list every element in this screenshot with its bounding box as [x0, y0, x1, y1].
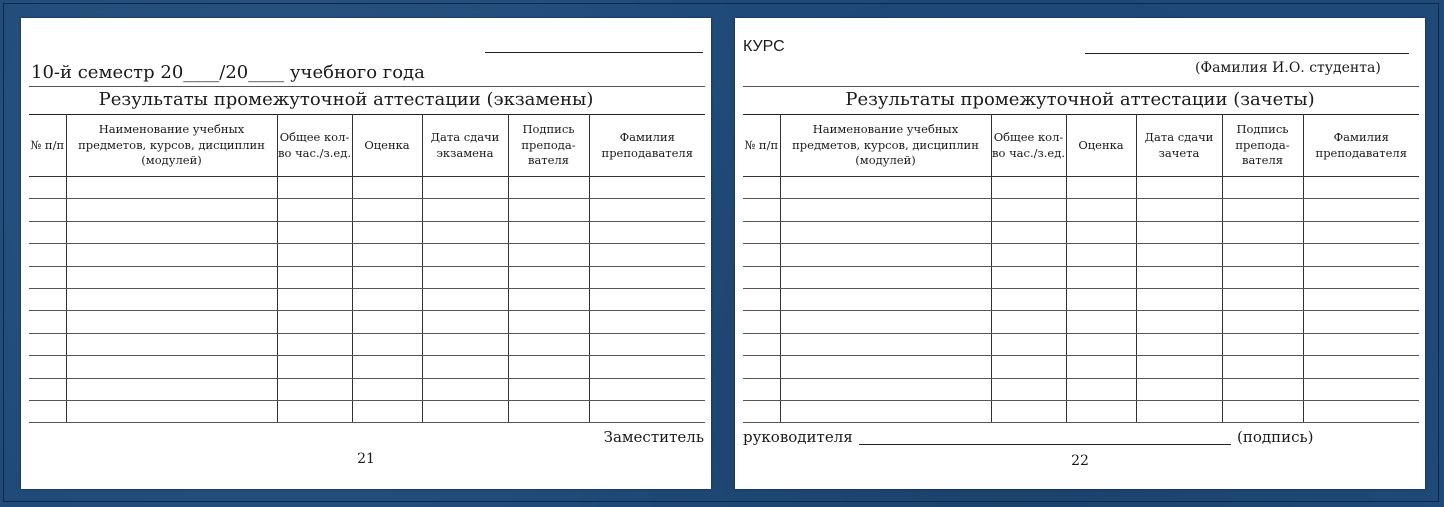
table-row [743, 311, 1419, 333]
table-row [743, 378, 1419, 400]
table-row [743, 356, 1419, 378]
table-cell[interactable] [743, 311, 780, 333]
table-cell[interactable] [1303, 221, 1419, 243]
table-cell[interactable] [422, 378, 508, 400]
table-row [29, 311, 705, 333]
table-cell[interactable] [277, 378, 352, 400]
col-hours-header: Общее кол-во час./з.ед. [991, 115, 1066, 177]
col-number-header: № п/п [29, 115, 66, 177]
table-cell[interactable] [1303, 177, 1419, 199]
table-cell[interactable] [352, 266, 422, 288]
col-subject-header: Наименование учебных предметов, курсов, дисциплин (модулей) [780, 115, 991, 177]
table-cell[interactable] [508, 288, 589, 310]
table-cell[interactable] [991, 378, 1066, 400]
table-cell[interactable] [1136, 288, 1222, 310]
table-cell[interactable] [508, 378, 589, 400]
table-cell[interactable] [422, 311, 508, 333]
table-cell[interactable] [66, 356, 277, 378]
table-row [743, 333, 1419, 355]
table-cell[interactable] [352, 244, 422, 266]
header-divider [743, 86, 1419, 87]
table-cell[interactable] [66, 378, 277, 400]
table-cell[interactable] [743, 288, 780, 310]
table-cell[interactable] [29, 311, 66, 333]
table-cell[interactable] [1303, 333, 1419, 355]
table-cell[interactable] [1136, 199, 1222, 221]
table-cell[interactable] [1222, 378, 1303, 400]
table-cell[interactable] [1222, 266, 1303, 288]
table-cell[interactable] [589, 288, 705, 310]
exam-table-body [29, 177, 705, 423]
credit-results-table [743, 114, 1419, 423]
table-cell[interactable] [66, 177, 277, 199]
table-cell[interactable] [277, 400, 352, 422]
table-row [29, 266, 705, 288]
table-cell[interactable] [991, 288, 1066, 310]
table-cell[interactable] [589, 356, 705, 378]
exam-results-table [29, 114, 705, 423]
table-cell[interactable] [589, 378, 705, 400]
table-cell[interactable] [780, 311, 991, 333]
table-cell[interactable] [991, 311, 1066, 333]
table-cell[interactable] [422, 288, 508, 310]
table-row [29, 400, 705, 422]
table-cell[interactable] [743, 199, 780, 221]
table-cell[interactable] [743, 244, 780, 266]
table-cell[interactable] [29, 356, 66, 378]
table-cell[interactable] [29, 199, 66, 221]
table-cell[interactable] [1222, 400, 1303, 422]
table-cell[interactable] [277, 266, 352, 288]
table-cell[interactable] [508, 333, 589, 355]
page-number-left: 21 [357, 451, 375, 467]
table-cell[interactable] [29, 378, 66, 400]
kurs-label: КУРС [743, 38, 785, 55]
table-cell[interactable] [1222, 311, 1303, 333]
table-cell[interactable] [1066, 221, 1136, 243]
table-cell[interactable] [277, 311, 352, 333]
table-row [743, 221, 1419, 243]
table-cell[interactable] [1222, 356, 1303, 378]
table-cell[interactable] [1066, 199, 1136, 221]
table-cell[interactable] [589, 311, 705, 333]
col-hours-header: Общее кол-во час./з.ед. [277, 115, 352, 177]
table-cell[interactable] [1066, 266, 1136, 288]
table-cell[interactable] [1066, 378, 1136, 400]
table-cell[interactable] [66, 288, 277, 310]
table-cell[interactable] [422, 199, 508, 221]
table-cell[interactable] [1136, 221, 1222, 243]
table-cell[interactable] [780, 199, 991, 221]
table-cell[interactable] [991, 221, 1066, 243]
table-row [743, 266, 1419, 288]
table-cell[interactable] [508, 199, 589, 221]
col-teacher-header: Фамилия преподавателя [1303, 115, 1419, 177]
table-cell[interactable] [743, 333, 780, 355]
table-cell[interactable] [352, 333, 422, 355]
table-cell[interactable] [1136, 266, 1222, 288]
table-cell[interactable] [508, 356, 589, 378]
col-signature-header: Подпись препода-вателя [1222, 115, 1303, 177]
table-cell[interactable] [1222, 177, 1303, 199]
table-row [29, 244, 705, 266]
table-header-row [29, 115, 705, 177]
table-cell[interactable] [1222, 333, 1303, 355]
table-cell[interactable] [1066, 356, 1136, 378]
table-cell[interactable] [589, 177, 705, 199]
table-cell[interactable] [743, 378, 780, 400]
table-cell[interactable] [1066, 177, 1136, 199]
table-cell[interactable] [589, 400, 705, 422]
table-cell[interactable] [352, 378, 422, 400]
table-cell[interactable] [1303, 378, 1419, 400]
head-signature-line [859, 444, 1231, 445]
table-row [743, 199, 1419, 221]
table-cell[interactable] [29, 221, 66, 243]
col-grade-header: Оценка [1066, 115, 1136, 177]
table-cell[interactable] [1303, 266, 1419, 288]
table-cell[interactable] [66, 199, 277, 221]
col-grade-header: Оценка [352, 115, 422, 177]
col-date-header: Дата сдачи зачета [1136, 115, 1222, 177]
table-cell[interactable] [991, 177, 1066, 199]
table-cell[interactable] [277, 333, 352, 355]
table-cell[interactable] [66, 333, 277, 355]
table-cell[interactable] [1066, 311, 1136, 333]
col-subject-header: Наименование учебных предметов, курсов, дисциплин (модулей) [66, 115, 277, 177]
table-cell[interactable] [1066, 288, 1136, 310]
table-cell[interactable] [780, 177, 991, 199]
table-cell[interactable] [422, 400, 508, 422]
table-cell[interactable] [991, 333, 1066, 355]
table-cell[interactable] [66, 244, 277, 266]
table-cell[interactable] [352, 221, 422, 243]
table-cell[interactable] [66, 266, 277, 288]
table-cell[interactable] [743, 221, 780, 243]
table-header-row [743, 115, 1419, 177]
footer-deputy-label: Заместитель [603, 428, 704, 446]
table-cell[interactable] [991, 199, 1066, 221]
table-cell[interactable] [29, 288, 66, 310]
table-cell[interactable] [780, 378, 991, 400]
table-cell[interactable] [352, 199, 422, 221]
table-cell[interactable] [1136, 400, 1222, 422]
table-cell[interactable] [508, 311, 589, 333]
table-cell[interactable] [1222, 288, 1303, 310]
footer-head-label: руководителя [743, 428, 853, 446]
table-cell[interactable] [29, 400, 66, 422]
table-cell[interactable] [277, 177, 352, 199]
table-cell[interactable] [352, 311, 422, 333]
table-cell[interactable] [29, 244, 66, 266]
table-cell[interactable] [780, 288, 991, 310]
table-cell[interactable] [743, 400, 780, 422]
page-number-right: 22 [1071, 453, 1089, 469]
table-cell[interactable] [1136, 244, 1222, 266]
table-cell[interactable] [1136, 378, 1222, 400]
table-cell[interactable] [508, 266, 589, 288]
table-cell[interactable] [780, 356, 991, 378]
table-cell[interactable] [1136, 177, 1222, 199]
table-cell[interactable] [991, 244, 1066, 266]
table-cell[interactable] [352, 177, 422, 199]
table-cell[interactable] [743, 266, 780, 288]
table-cell[interactable] [1066, 244, 1136, 266]
table-cell[interactable] [422, 177, 508, 199]
table-cell[interactable] [1222, 244, 1303, 266]
table-cell[interactable] [1303, 356, 1419, 378]
table-cell[interactable] [1136, 356, 1222, 378]
table-cell[interactable] [66, 311, 277, 333]
left-page [21, 18, 711, 489]
exam-results-title: Результаты промежуточной аттестации (экзамены) [98, 89, 594, 110]
table-cell[interactable] [422, 244, 508, 266]
credit-table-body [743, 177, 1419, 423]
table-cell[interactable] [422, 333, 508, 355]
table-cell[interactable] [1303, 244, 1419, 266]
student-name-line [1085, 53, 1409, 54]
table-row [29, 333, 705, 355]
col-teacher-header: Фамилия преподавателя [589, 115, 705, 177]
right-page [735, 18, 1425, 489]
table-cell[interactable] [991, 266, 1066, 288]
top-right-blank-line [485, 52, 703, 53]
table-cell[interactable] [1222, 221, 1303, 243]
table-cell[interactable] [1303, 288, 1419, 310]
table-row [743, 244, 1419, 266]
table-row [743, 288, 1419, 310]
table-cell[interactable] [1303, 199, 1419, 221]
table-cell[interactable] [1222, 199, 1303, 221]
table-row [743, 177, 1419, 199]
credit-results-title: Результаты промежуточной аттестации (зачеты) [845, 89, 1315, 110]
table-cell[interactable] [1303, 311, 1419, 333]
table-cell[interactable] [508, 221, 589, 243]
table-cell[interactable] [780, 400, 991, 422]
table-cell[interactable] [508, 244, 589, 266]
table-cell[interactable] [277, 199, 352, 221]
table-cell[interactable] [1136, 311, 1222, 333]
table-cell[interactable] [277, 288, 352, 310]
table-cell[interactable] [422, 356, 508, 378]
student-name-caption: (Фамилия И.О. студента) [1195, 60, 1381, 76]
footer-signature-caption: (подпись) [1237, 428, 1314, 446]
table-cell[interactable] [1303, 400, 1419, 422]
table-cell[interactable] [1066, 400, 1136, 422]
table-cell[interactable] [352, 288, 422, 310]
table-cell[interactable] [508, 400, 589, 422]
semester-line: 10-й семестр 20____/20____ учебного года [31, 62, 425, 83]
table-cell[interactable] [508, 177, 589, 199]
table-row [29, 288, 705, 310]
table-cell[interactable] [1136, 333, 1222, 355]
table-row [29, 378, 705, 400]
table-cell[interactable] [352, 356, 422, 378]
table-cell[interactable] [277, 356, 352, 378]
table-cell[interactable] [589, 333, 705, 355]
table-cell[interactable] [277, 221, 352, 243]
table-cell[interactable] [780, 221, 991, 243]
table-row [29, 221, 705, 243]
table-row [29, 199, 705, 221]
table-cell[interactable] [991, 356, 1066, 378]
table-row [29, 177, 705, 199]
table-cell[interactable] [29, 333, 66, 355]
table-cell[interactable] [66, 400, 277, 422]
table-cell[interactable] [422, 221, 508, 243]
table-cell[interactable] [422, 266, 508, 288]
col-date-header: Дата сдачи экзамена [422, 115, 508, 177]
table-cell[interactable] [991, 400, 1066, 422]
table-cell[interactable] [1066, 333, 1136, 355]
table-cell[interactable] [743, 356, 780, 378]
table-cell[interactable] [780, 266, 991, 288]
table-cell[interactable] [277, 244, 352, 266]
table-cell[interactable] [29, 177, 66, 199]
table-row [743, 400, 1419, 422]
table-cell[interactable] [66, 221, 277, 243]
table-cell[interactable] [29, 266, 66, 288]
table-cell[interactable] [589, 221, 705, 243]
table-cell[interactable] [780, 244, 991, 266]
table-cell[interactable] [352, 400, 422, 422]
col-number-header: № п/п [743, 115, 780, 177]
table-cell[interactable] [780, 333, 991, 355]
table-cell[interactable] [589, 244, 705, 266]
col-signature-header: Подпись препода-вателя [508, 115, 589, 177]
table-row [29, 356, 705, 378]
table-cell[interactable] [589, 266, 705, 288]
table-cell[interactable] [743, 177, 780, 199]
header-divider [29, 86, 705, 87]
table-cell[interactable] [589, 199, 705, 221]
